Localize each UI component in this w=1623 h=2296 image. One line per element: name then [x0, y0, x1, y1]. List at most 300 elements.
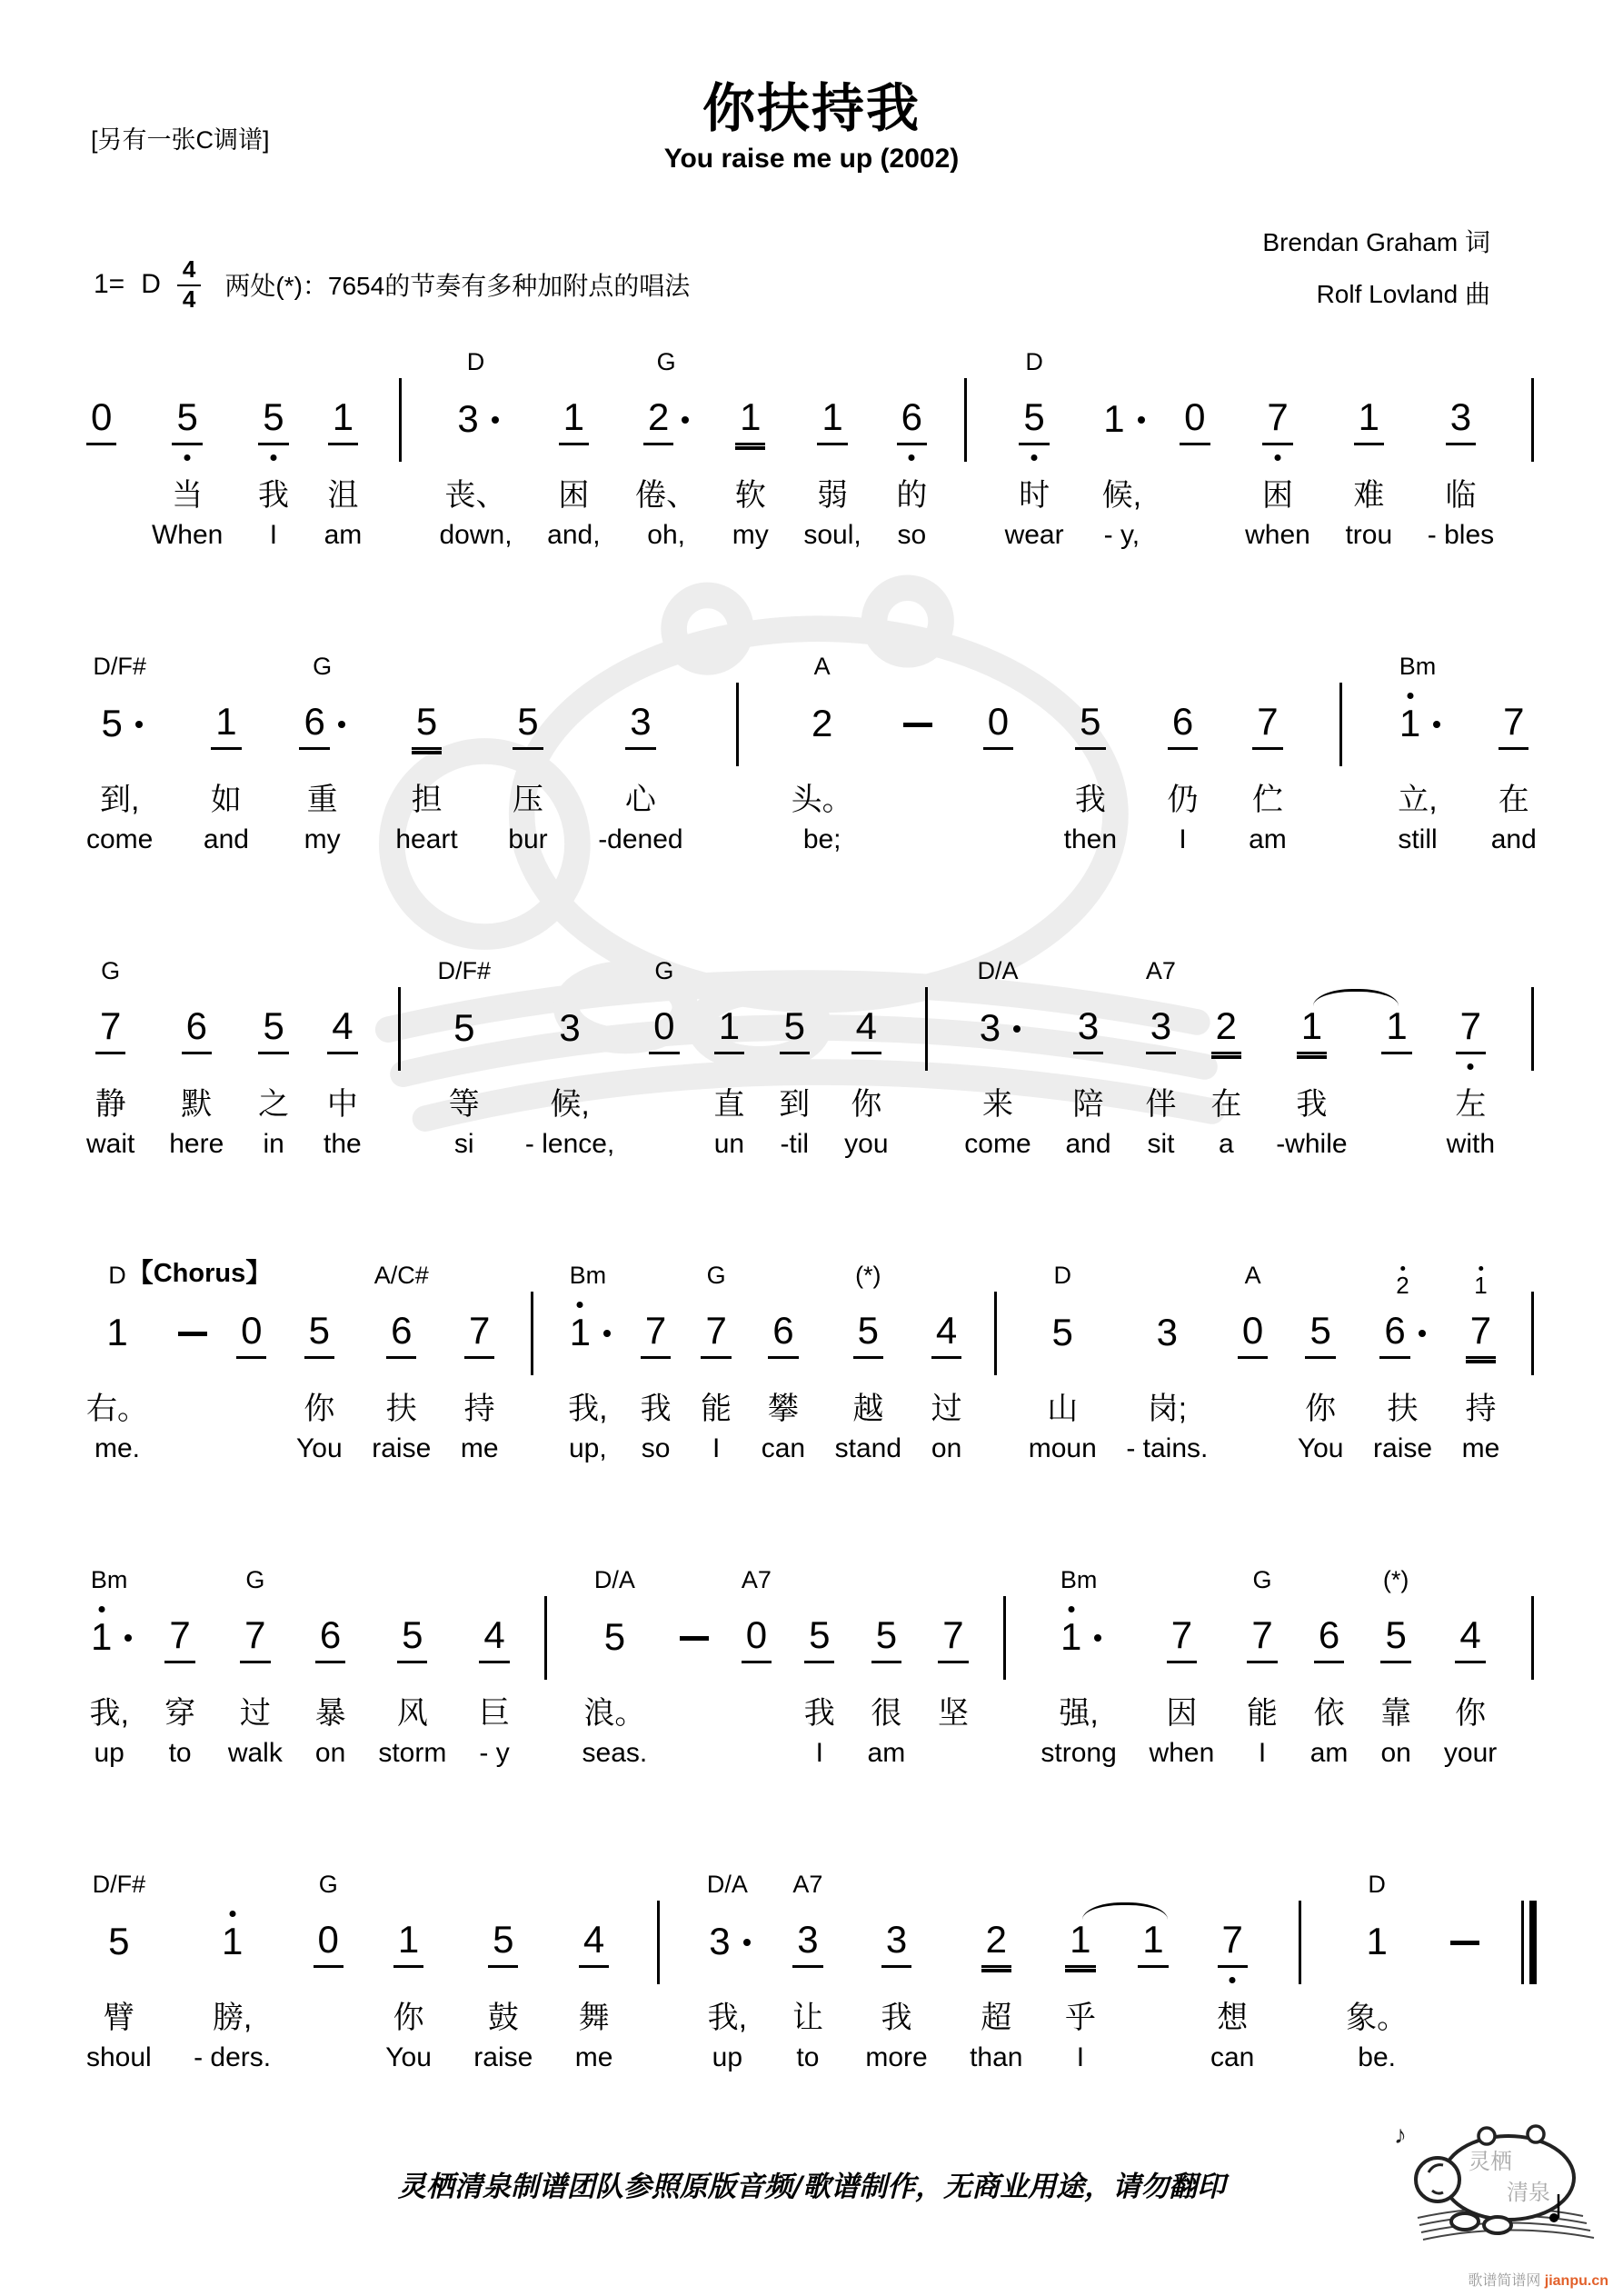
note-digit: 5 [871, 1612, 901, 1662]
duration-dot [492, 416, 499, 424]
lyric-en: you [844, 1129, 889, 1159]
note-digit: 1 [1354, 394, 1384, 444]
note-cell [881, 1899, 911, 1986]
note-token [1073, 1003, 1103, 1053]
lyric-en: shoul [86, 2042, 152, 2072]
chord-label: A7 [1145, 957, 1176, 984]
note-digit: 4 [579, 1917, 609, 1967]
lyric-en: to [168, 1738, 192, 1768]
note-cell [931, 1290, 961, 1377]
lyric-en: -dened [598, 824, 683, 854]
lyric-en: my [304, 824, 341, 854]
note-digit: 6 [1168, 699, 1198, 749]
chord-row [1399, 639, 1437, 681]
note-cell [871, 1594, 901, 1682]
note-token [397, 1612, 427, 1662]
chord-row [855, 1248, 881, 1290]
note-cell [1056, 1594, 1101, 1682]
lyric-zh: 岗; [1147, 1391, 1188, 1426]
chord-row [313, 639, 332, 681]
chord-label: A [1244, 1262, 1261, 1289]
note-cell [172, 376, 202, 464]
note-token [780, 1003, 810, 1053]
lyric-en: - y [479, 1738, 510, 1768]
note-digit: 0 [86, 394, 116, 444]
note-cell [1456, 985, 1486, 1073]
lyric-zh: 担 [411, 782, 443, 817]
lyric-en: more [865, 2042, 928, 2072]
note-digit: 1 [1138, 1917, 1168, 1967]
note-digit: 3 [881, 1917, 911, 1967]
lyric-en: soul, [803, 520, 861, 550]
note-column [1210, 943, 1241, 1165]
note-column [1168, 639, 1199, 861]
chord-label: D/A [706, 1871, 748, 1898]
note-token [464, 1308, 494, 1358]
lyric-zh: 很 [871, 1695, 902, 1731]
barline-area [1299, 1899, 1301, 1986]
lyric-en: raise [1373, 1433, 1433, 1463]
lyric-en: - tains. [1126, 1433, 1209, 1463]
note-column [86, 639, 153, 861]
site-name-url[interactable]: jianpu.cn [1544, 2273, 1608, 2289]
note-column [704, 1857, 750, 2079]
lyric-en: on [1380, 1738, 1411, 1768]
note-cell [559, 376, 589, 464]
note-cell [1075, 681, 1105, 768]
lyric-en: so [897, 520, 927, 550]
note-cell [1380, 1594, 1410, 1682]
note-token [1167, 1612, 1197, 1662]
note-cell [1354, 376, 1384, 464]
chord-row [570, 1248, 607, 1290]
note-cell [393, 1899, 423, 1986]
lyric-zh: 静 [95, 1086, 126, 1122]
lyric-en: oh, [647, 520, 685, 550]
note-column [903, 639, 932, 861]
music-system-6 [86, 1857, 1537, 2079]
note-column [372, 1248, 431, 1470]
lyric-zh: 伴 [1145, 1086, 1177, 1122]
note-column [1450, 1857, 1479, 2079]
octave-dot-low [1274, 454, 1280, 461]
chord-row [1368, 1857, 1386, 1899]
note-column [1138, 1857, 1168, 2079]
lyric-en: I [1076, 2042, 1085, 2072]
chord-label: A [813, 653, 831, 680]
note-column [1064, 639, 1117, 861]
note-digit: 5 [453, 1005, 475, 1049]
lyric-zh: 的 [896, 477, 928, 513]
note-cell [1211, 985, 1241, 1073]
lyric-en: my [732, 520, 769, 550]
note-column [598, 639, 682, 861]
bar-column [1001, 1552, 1009, 1774]
lyric-en: When [151, 520, 224, 550]
note-column [865, 1857, 927, 2079]
note-cell [768, 1290, 798, 1377]
note-column [1444, 1552, 1497, 1774]
duration-dot [682, 416, 689, 424]
note-token [104, 1919, 134, 1966]
note-cell [817, 376, 847, 464]
note-cell [1379, 1272, 1425, 1377]
note-column [438, 943, 492, 1165]
lyric-en: raise [372, 1433, 432, 1463]
note-digit: 7 [701, 1308, 731, 1358]
note-token [983, 699, 1013, 749]
note-column [1462, 1248, 1500, 1470]
note-cell [1314, 1594, 1344, 1682]
note-column [395, 639, 457, 861]
note-cell [258, 376, 288, 464]
lyric-zh: 在 [1498, 782, 1529, 817]
note-cell [625, 681, 655, 768]
chord-row [374, 1248, 429, 1290]
chord-label: G [318, 1871, 338, 1898]
note-cell [1381, 985, 1411, 1073]
note-cell [1455, 1594, 1485, 1682]
note-token [479, 1612, 509, 1662]
lyric-zh: 膀, [212, 2000, 253, 2035]
bar-column [1529, 1248, 1537, 1470]
lyric-zh: 之 [258, 1086, 290, 1122]
lyric-en: me [574, 2042, 613, 2072]
lyric-en: when [1149, 1738, 1215, 1768]
note-digit: 1 [1381, 1003, 1411, 1053]
chord-label: G [313, 653, 333, 680]
lyric-zh: 当 [172, 477, 204, 513]
note-cell [851, 985, 881, 1073]
note-cell [1252, 681, 1282, 768]
barline [925, 987, 928, 1071]
note-digit: 0 [1238, 1308, 1268, 1358]
note-cell [164, 1594, 194, 1682]
bar-column [1521, 1857, 1537, 2079]
bar-column [991, 1248, 999, 1470]
note-token [975, 1005, 1005, 1053]
chord-label: A7 [792, 1871, 823, 1898]
lyric-zh: 能 [1247, 1695, 1278, 1731]
octave-dot-high [1407, 693, 1413, 699]
barline-area [1531, 1594, 1534, 1682]
note-token [643, 394, 673, 444]
note-column [565, 1248, 611, 1470]
note-token [1455, 1612, 1485, 1662]
note-cell [314, 1899, 344, 1986]
note-token [1466, 1308, 1496, 1358]
note-digit: 1 [221, 1919, 244, 1962]
lyric-zh: 软 [734, 477, 766, 513]
note-token [565, 1310, 595, 1357]
lyric-zh: 过 [239, 1695, 271, 1731]
note-token [625, 699, 655, 749]
lyric-zh: 时 [1019, 477, 1050, 513]
barline [994, 1292, 997, 1375]
note-digit: 6 [768, 1308, 798, 1358]
note-token [1056, 1614, 1086, 1662]
note-digit: 7 [1262, 394, 1292, 444]
note-cell [903, 681, 932, 768]
note-token [1314, 1612, 1344, 1662]
chord-row [438, 943, 492, 985]
note-token [1211, 1003, 1241, 1053]
note-column [970, 1857, 1022, 2079]
note-cell [1361, 1899, 1391, 1986]
lyric-zh: 浪。 [583, 1695, 646, 1731]
note-cell [449, 985, 479, 1073]
chord-label: D/A [977, 957, 1019, 984]
note-cell [513, 681, 543, 768]
lyric-zh: 你 [1455, 1695, 1487, 1731]
lyric-zh: 让 [792, 2000, 823, 2035]
barline [531, 1292, 533, 1375]
note-column [1345, 334, 1392, 556]
octave-dot-high [577, 1302, 583, 1308]
lyric-en: in [263, 1129, 284, 1159]
note-digit: 6 [1314, 1612, 1344, 1662]
note-digit: 0 [314, 1917, 344, 1967]
note-digit: 5 [304, 1308, 334, 1358]
note-token [1168, 699, 1198, 749]
chord-row [91, 1552, 128, 1594]
note-column [779, 943, 810, 1165]
sheep-logo [1392, 2116, 1616, 2261]
note-cell [488, 1899, 518, 1986]
note-digit: 3 [1073, 1003, 1103, 1053]
note-cell [258, 985, 288, 1073]
barline [1531, 987, 1534, 1071]
note-cell [86, 376, 116, 464]
note-digit: 5 [397, 1612, 427, 1662]
note-token [853, 1308, 883, 1358]
note-token [299, 699, 329, 749]
chord-row [707, 1248, 726, 1290]
note-column [983, 639, 1013, 861]
note-token [102, 1310, 132, 1357]
lyric-zh: 巨 [479, 1695, 511, 1731]
lyric-en: storm [378, 1738, 447, 1768]
chord-label: G [654, 957, 674, 984]
note-token [393, 1917, 423, 1967]
chord-row [1060, 1552, 1098, 1594]
note-digit: 5 [1019, 394, 1049, 444]
note-cell [1168, 681, 1198, 768]
duration-dot [1013, 1025, 1021, 1033]
music-note-icon: ♪ [1394, 2121, 1407, 2149]
octave-dot-low [1468, 1063, 1474, 1070]
note-cell [1262, 376, 1292, 464]
lyric-zh: 依 [1313, 1695, 1345, 1731]
lyric-zh: 扶 [385, 1391, 417, 1426]
note-digit: 7 [938, 1612, 968, 1662]
note-cell [565, 1290, 611, 1377]
duration-dot [135, 721, 143, 728]
note-digit: 4 [327, 1003, 357, 1053]
note-token [258, 394, 288, 444]
note-token [1252, 699, 1282, 749]
note-token [314, 1917, 344, 1967]
lyric-en: when [1245, 520, 1310, 550]
note-digit: 3 [792, 1917, 822, 1967]
octave-dot-low [1230, 1977, 1236, 1983]
note-cell [1499, 681, 1528, 768]
lyric-zh: 陪 [1072, 1086, 1104, 1122]
note-digit: 3 [1146, 1003, 1176, 1053]
note-digit: 5 [780, 1003, 810, 1053]
lyric-en: the [324, 1129, 362, 1159]
note-column [228, 1552, 283, 1774]
note-cell [1152, 1290, 1182, 1377]
lyric-zh: 舞 [578, 2000, 610, 2035]
note-digit: 0 [1180, 394, 1210, 444]
chord-label: Bm [90, 1566, 128, 1593]
lyric-zh: 你 [304, 1391, 335, 1426]
lyric-en: to [796, 2042, 820, 2072]
note-token [649, 1003, 679, 1053]
lyric-en: You [1297, 1433, 1344, 1463]
note-column [258, 334, 289, 556]
note-token [938, 1612, 968, 1662]
note-cell [1218, 1899, 1248, 1986]
lyric-en: si [453, 1129, 474, 1159]
music-system-2 [86, 639, 1537, 861]
note-digit: 6 [386, 1308, 416, 1358]
note-cell [1065, 1899, 1095, 1986]
note-column [299, 639, 344, 861]
lyric-en: - y, [1103, 520, 1140, 550]
note-column [582, 1552, 648, 1774]
credits [1262, 216, 1490, 321]
note-token [817, 394, 847, 444]
note-column [385, 1857, 432, 2079]
lyric-en: un [713, 1129, 745, 1159]
note-column [635, 334, 697, 556]
note-column [762, 1248, 805, 1470]
note-digit: 0 [742, 1612, 772, 1662]
note-column [1180, 334, 1210, 556]
note-cell [701, 1290, 731, 1377]
lyric-zh: 乎 [1064, 2000, 1096, 2035]
lyric-zh: 弱 [817, 477, 849, 513]
lyric-en: I [815, 1738, 823, 1768]
note-token [704, 1919, 734, 1966]
chord-row [1252, 1552, 1271, 1594]
note-token [236, 1308, 266, 1358]
note-cell [182, 985, 212, 1073]
chord-row [319, 1857, 338, 1899]
note-token [742, 1612, 772, 1662]
note-digit: 3 [709, 1919, 731, 1962]
lyric-en: seas. [582, 1738, 648, 1768]
note-column [792, 639, 853, 861]
chord-row [707, 1857, 748, 1899]
note-cell [315, 1594, 345, 1682]
note-digit: 1 [1366, 1919, 1388, 1962]
note-column [547, 334, 600, 556]
dash-note [903, 723, 932, 727]
lyric-zh: 想 [1217, 2000, 1249, 2035]
note-cell [792, 1899, 822, 1986]
note-cell [1466, 1272, 1496, 1377]
barline [398, 987, 401, 1071]
note-cell [780, 985, 810, 1073]
note-column [1247, 1552, 1278, 1774]
lyric-en: bur [508, 824, 548, 854]
barline-area [994, 1290, 997, 1377]
lyric-zh: 我, [707, 2000, 748, 2035]
lyric-en: then [1063, 824, 1118, 854]
barline-area [657, 1899, 660, 1986]
note-column [152, 334, 223, 556]
barline-area [964, 376, 967, 464]
lyric-zh: 默 [181, 1086, 213, 1122]
barline-area [398, 985, 401, 1073]
music-system-1 [86, 334, 1537, 556]
note-cell [1450, 1899, 1479, 1986]
note-cell [1247, 1594, 1277, 1682]
lyric-zh: 仍 [1167, 782, 1199, 817]
note-column [938, 1552, 969, 1774]
octave-dot-high [1400, 1266, 1405, 1271]
note-digit: 2 [811, 701, 833, 744]
note-cell [86, 1594, 132, 1682]
note-digit: 7 [1218, 1917, 1248, 1967]
note-token [453, 396, 483, 444]
note-digit: 5 [513, 699, 543, 749]
barline [964, 378, 967, 462]
lyric-zh: 在 [1210, 1086, 1242, 1122]
composer-credit: Rolf Lovland 曲 [1316, 280, 1490, 309]
lyric-en: be; [802, 824, 841, 854]
alternate-key-note: [另有一张C调谱] [91, 126, 270, 154]
lyric-zh: 伫 [1251, 782, 1283, 817]
note-cell [649, 985, 679, 1073]
chord-label: D [108, 1262, 126, 1289]
note-token [641, 1308, 671, 1358]
duration-dot [1419, 1330, 1426, 1337]
lyric-en: can [761, 1433, 806, 1463]
site-name-cn: 歌谱简谱网 [1468, 2273, 1545, 2289]
note-token [871, 1612, 901, 1662]
note-cell [1395, 681, 1440, 768]
octave-dot-high [229, 1911, 235, 1917]
barline [1299, 1901, 1301, 1984]
chord-label: D [466, 348, 485, 375]
note-digit: 1 [1103, 396, 1125, 440]
note-token [1019, 394, 1049, 444]
note-cell [735, 376, 765, 464]
note-cell [981, 1899, 1011, 1986]
lyric-zh: 超 [981, 2000, 1012, 2035]
lyric-zh: 中 [326, 1086, 358, 1122]
note-token [735, 394, 765, 444]
note-column [804, 1552, 835, 1774]
barline-area [925, 985, 928, 1073]
lyric-zh: 持 [463, 1391, 495, 1426]
dash-note [1450, 1941, 1479, 1945]
note-digit: 1 [211, 699, 241, 749]
octave-dot-low [184, 454, 191, 461]
note-column [835, 1248, 901, 1470]
chord-row [101, 943, 120, 985]
note-column [701, 1248, 732, 1470]
note-token [1379, 1308, 1409, 1358]
chord-label: D/F# [92, 1871, 146, 1898]
lyric-en: me [460, 1433, 499, 1463]
note-column [1380, 1552, 1411, 1774]
chord-row [792, 1857, 822, 1899]
